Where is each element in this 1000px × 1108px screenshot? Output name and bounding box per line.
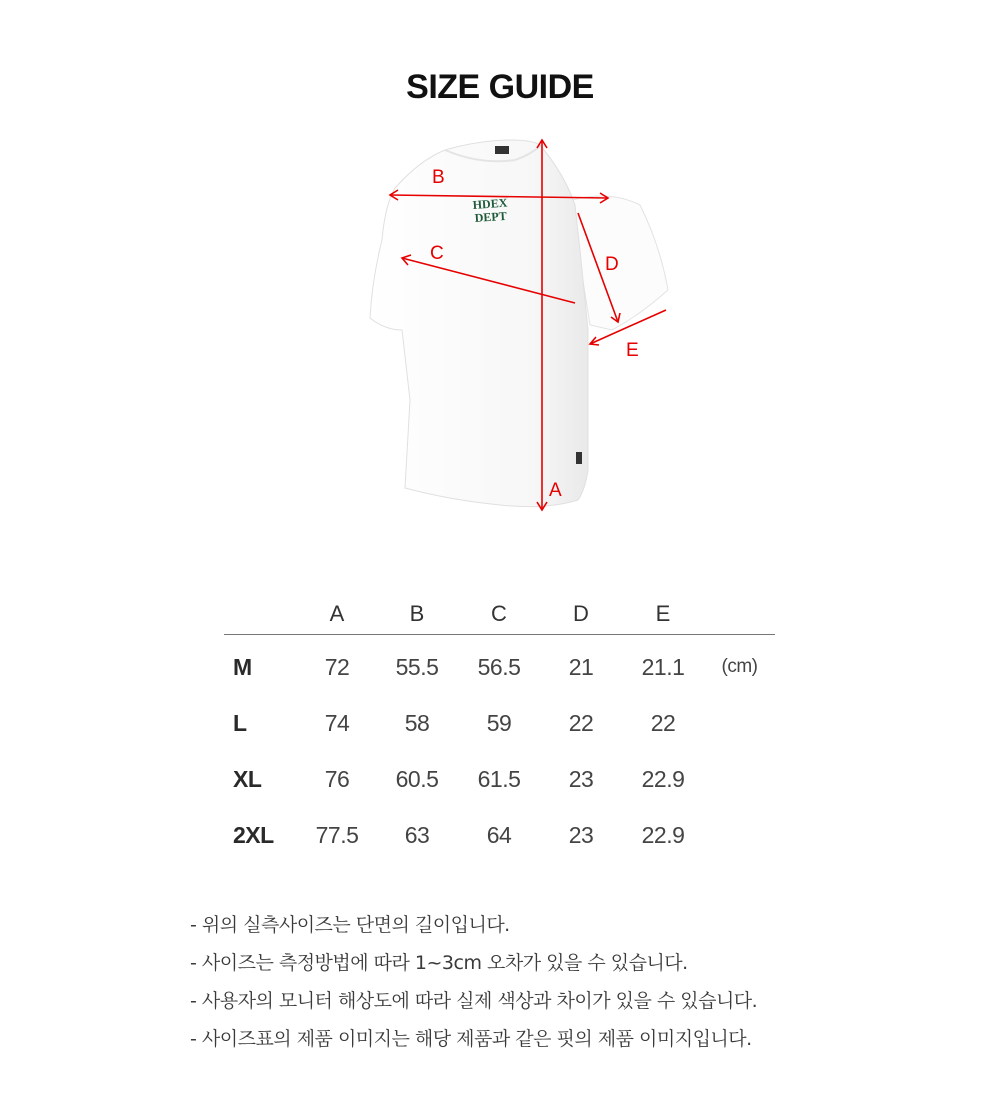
value-b: 58 — [404, 709, 430, 736]
header-cell-d: D — [540, 596, 622, 635]
table-row — [224, 695, 775, 751]
value-a: 76 — [324, 765, 350, 792]
value-b: 60.5 — [395, 765, 439, 792]
header-cell-a: A — [298, 596, 376, 635]
table-row — [224, 635, 775, 696]
table-row — [224, 807, 775, 863]
table-row — [224, 751, 775, 807]
page-title: SIZE GUIDE — [406, 68, 594, 106]
value-c: 56.5 — [477, 653, 521, 680]
side-tag — [576, 452, 582, 464]
chest-logo-line-1: HDEX — [472, 195, 508, 212]
tshirt-measurement-diagram — [360, 130, 680, 520]
size-label: 2XL — [233, 821, 274, 848]
notes-list — [190, 912, 757, 1064]
value-c: 59 — [486, 709, 512, 736]
label-d: D — [605, 254, 619, 275]
label-b: B — [432, 167, 445, 188]
size-label: XL — [233, 765, 262, 792]
empty-cell — [704, 751, 775, 807]
note-item: - 사용자의 모니터 해상도에 따라 실제 색상과 차이가 있을 수 있습니다. — [190, 990, 758, 1012]
header-cell-e: E — [622, 596, 704, 635]
size-table — [224, 596, 775, 863]
note-item: - 사이즈는 측정방법에 따라 1~3cm 오차가 있을 수 있습니다. — [190, 952, 688, 974]
table-header-row — [224, 596, 775, 635]
value-a: 72 — [324, 653, 350, 680]
header-cell-unit-blank — [704, 596, 775, 635]
label-c: C — [430, 243, 444, 264]
value-b: 55.5 — [395, 653, 439, 680]
value-e: 22.9 — [641, 765, 685, 792]
value-d: 21 — [568, 653, 594, 680]
size-label: M — [233, 653, 252, 680]
value-c: 61.5 — [477, 765, 521, 792]
value-b: 63 — [404, 821, 430, 848]
unit-label: (cm) — [721, 656, 758, 677]
note-item: - 위의 실측사이즈는 단면의 길이입니다. — [190, 914, 510, 936]
header-cell-c: C — [458, 596, 540, 635]
label-a: A — [549, 480, 562, 501]
label-e: E — [626, 340, 639, 361]
empty-cell — [704, 807, 775, 863]
value-d: 23 — [568, 821, 594, 848]
neck-label — [495, 146, 509, 154]
value-d: 23 — [568, 765, 594, 792]
header-cell-b: B — [376, 596, 458, 635]
size-label: L — [233, 709, 247, 736]
note-item: - 사이즈표의 제품 이미지는 해당 제품과 같은 핏의 제품 이미지입니다. — [190, 1028, 752, 1050]
value-e: 22.9 — [641, 821, 685, 848]
chest-logo-line-2: DEPT — [474, 208, 508, 225]
value-d: 22 — [568, 709, 594, 736]
value-e: 21.1 — [641, 653, 685, 680]
empty-cell — [704, 695, 775, 751]
value-a: 77.5 — [315, 821, 359, 848]
header-cell-blank — [224, 596, 298, 635]
value-e: 22 — [650, 709, 676, 736]
value-c: 64 — [486, 821, 512, 848]
value-a: 74 — [324, 709, 350, 736]
